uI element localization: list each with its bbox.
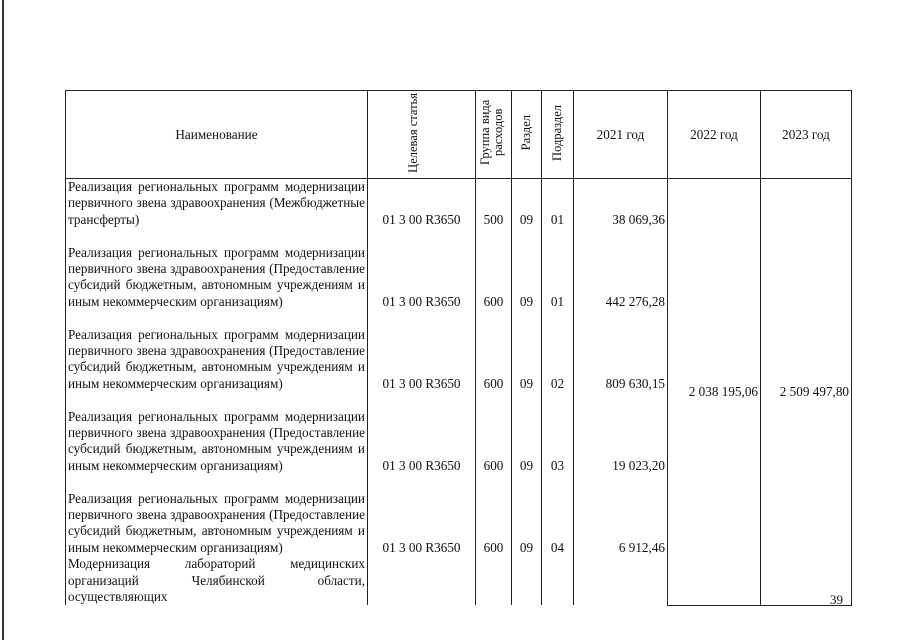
- row-name: Модернизация лабораторий медицинских организаций Челябинской области, осуществляющих: [66, 556, 368, 605]
- row-name: Реализация региональных программ модернизации первичного звена здравоохранения (Предоставление субсидий бюджетным, автономным учреждениям и иным некоммерческим организациям): [66, 310, 368, 392]
- row-subsection: 01: [542, 179, 574, 229]
- row-target-item: 01 3 00 R3650: [368, 392, 476, 474]
- page-number: 39: [830, 592, 843, 607]
- row-expense-group: 600: [476, 228, 512, 310]
- row-expense-group: [476, 556, 512, 605]
- row-2021: 809 630,15: [574, 310, 668, 392]
- row-target-item: 01 3 00 R3650: [368, 179, 476, 229]
- row-section: 09: [512, 310, 542, 392]
- row-section: 09: [512, 474, 542, 556]
- row-name: Реализация региональных программ модернизации первичного звена здравоохранения (Предоставление субсидий бюджетным, автономным учреждениям и иным некоммерческим организациям): [66, 392, 368, 474]
- row-2021: 19 023,20: [574, 392, 668, 474]
- row-name: Реализация региональных программ модернизации первичного звена здравоохранения (Предоставление субсидий бюджетным, автономным учреждениям и иным некоммерческим организациям): [66, 474, 368, 556]
- row-target-item: 01 3 00 R3650: [368, 228, 476, 310]
- header-section: Раздел: [518, 114, 533, 151]
- row-subsection: 04: [542, 474, 574, 556]
- row-section: 09: [512, 228, 542, 310]
- header-2021: 2021 год: [574, 91, 668, 179]
- row-name: Реализация региональных программ модернизации первичного звена здравоохранения (Предоставление субсидий бюджетным, автономным учреждениям и иным некоммерческим организациям): [66, 228, 368, 310]
- row-target-item: 01 3 00 R3650: [368, 310, 476, 392]
- table-header-row: [66, 91, 852, 179]
- row-expense-group: 600: [476, 310, 512, 392]
- row-2021: [574, 556, 668, 605]
- header-subsection: Подраздел: [549, 104, 564, 161]
- header-target-item: Целевая статья: [405, 92, 420, 173]
- row-name: Реализация региональных программ модернизации первичного звена здравоохранения (Межбюджетные трансферты): [66, 179, 368, 229]
- row-2021: 442 276,28: [574, 228, 668, 310]
- total-2023: 2 509 497,80: [761, 179, 852, 606]
- header-2023: 2023 год: [761, 91, 852, 179]
- row-2021: 6 912,46: [574, 474, 668, 556]
- table-row: [66, 179, 852, 229]
- page-edge-line: [2, 0, 4, 640]
- row-subsection: 02: [542, 310, 574, 392]
- budget-table: [65, 90, 852, 606]
- row-expense-group: 500: [476, 179, 512, 229]
- row-expense-group: 600: [476, 474, 512, 556]
- row-section: [512, 556, 542, 605]
- row-target-item: [368, 556, 476, 605]
- header-expense-group: Группа вида расходов: [477, 99, 505, 166]
- total-2022: 2 038 195,06: [668, 179, 761, 606]
- row-2021: 38 069,36: [574, 179, 668, 229]
- row-subsection: 03: [542, 392, 574, 474]
- header-name: Наименование: [66, 91, 368, 179]
- row-section: 09: [512, 179, 542, 229]
- row-subsection: [542, 556, 574, 605]
- row-target-item: 01 3 00 R3650: [368, 474, 476, 556]
- row-section: 09: [512, 392, 542, 474]
- header-2022: 2022 год: [668, 91, 761, 179]
- row-subsection: 01: [542, 228, 574, 310]
- row-expense-group: 600: [476, 392, 512, 474]
